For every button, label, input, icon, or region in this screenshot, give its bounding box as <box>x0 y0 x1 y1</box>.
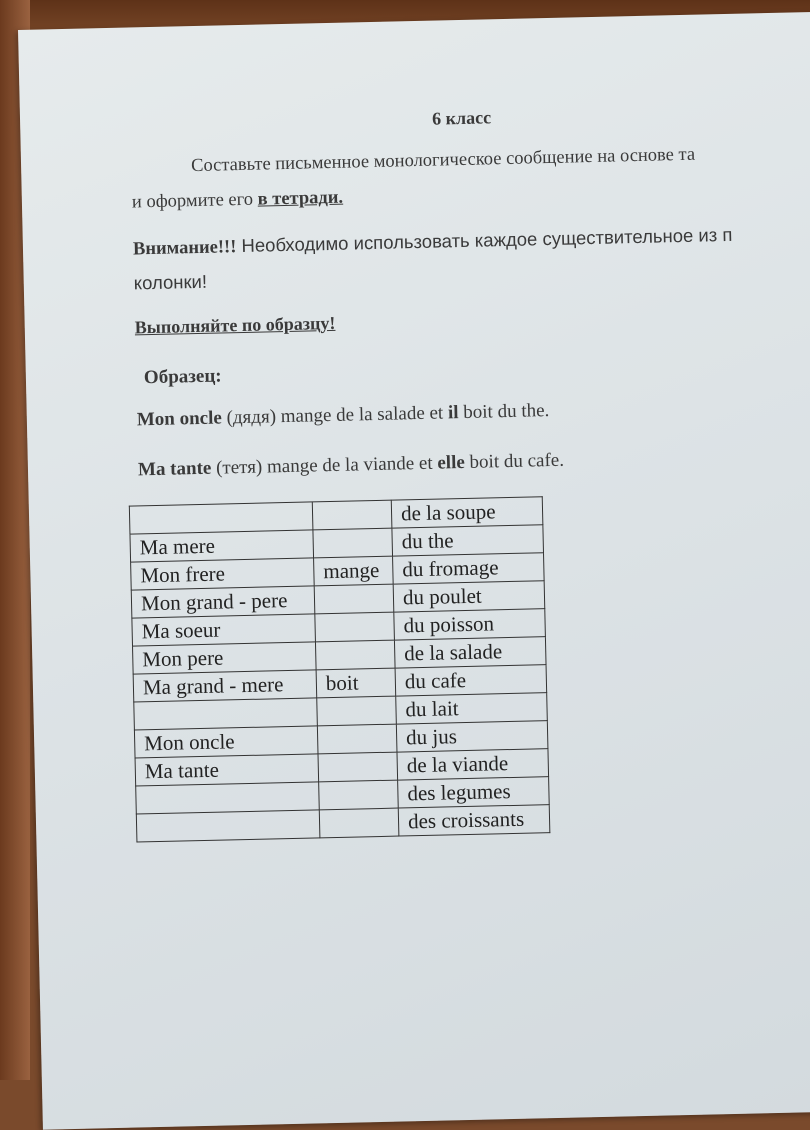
vocabulary-table-body <box>129 497 550 842</box>
food-cell: du poisson <box>394 609 546 640</box>
verb-cell <box>317 724 397 754</box>
sample-1-middle: (дядя) mange de la salade et <box>221 402 449 429</box>
sample-heading: Образец: <box>143 365 222 389</box>
grade-heading: 6 класс <box>431 107 492 129</box>
subject-cell: Mon oncle <box>134 726 318 758</box>
worksheet-paper <box>18 11 810 1130</box>
food-cell: du fromage <box>393 553 545 584</box>
subject-cell: Mon grand - pere <box>131 586 315 618</box>
verb-cell <box>312 500 392 530</box>
subject-cell <box>136 782 320 814</box>
sample-example-2 <box>138 450 564 482</box>
verb-cell <box>319 808 399 838</box>
verb-cell <box>317 696 397 726</box>
food-cell: du cafe <box>395 665 547 696</box>
attention-label: Внимание!!! <box>132 237 237 260</box>
sample-2-middle: (тетя) mange de la viande et <box>211 452 438 479</box>
sample-1-end: boit du the. <box>458 400 550 424</box>
do-by-sample-heading: Выполняйте по образцу! <box>134 312 336 338</box>
food-cell: de la viande <box>397 749 549 780</box>
subject-cell: Ma soeur <box>132 614 316 646</box>
subject-cell: Ma mere <box>130 530 314 562</box>
food-cell: du poulet <box>393 581 545 612</box>
subject-cell: Ma tante <box>135 754 319 786</box>
sample-2-subject: Ma tante <box>137 457 212 481</box>
food-cell: des croissants <box>398 805 550 836</box>
attention-line <box>133 224 733 261</box>
instruction-line-1: Составьте письменное монологическое сообщение на основе та <box>190 144 696 177</box>
subject-cell: Mon frere <box>131 558 315 590</box>
verb-cell: mange <box>314 556 394 586</box>
instruction-line-2-prefix: и оформите его <box>131 189 258 213</box>
subject-cell <box>136 810 320 842</box>
attention-text: Необходимо использовать каждое существительное из п <box>236 223 733 257</box>
subject-cell <box>134 698 318 730</box>
food-cell: du jus <box>396 721 548 752</box>
sample-example-1 <box>137 400 550 431</box>
verb-cell <box>315 640 395 670</box>
sample-1-pronoun: il <box>447 402 459 424</box>
subject-cell <box>129 502 313 534</box>
verb-cell <box>313 528 393 558</box>
subject-cell: Mon pere <box>133 642 317 674</box>
subject-cell: Ma grand - mere <box>133 670 317 702</box>
sample-2-pronoun: elle <box>437 451 466 474</box>
verb-cell <box>318 752 398 782</box>
sample-2-end: boit du cafe. <box>464 449 565 473</box>
verb-cell <box>319 780 399 810</box>
food-cell: de la salade <box>394 637 546 668</box>
sample-1-subject: Mon oncle <box>136 407 223 431</box>
food-cell: du the <box>392 525 544 556</box>
instruction-line-2 <box>132 188 344 214</box>
verb-cell: boit <box>316 668 396 698</box>
vocabulary-table <box>129 496 551 842</box>
food-cell: de la soupe <box>391 497 543 528</box>
instruction-notebook-emphasis: в тетради. <box>257 187 344 210</box>
attention-line-2: колонки! <box>133 270 208 294</box>
verb-cell <box>314 584 394 614</box>
verb-cell <box>315 612 395 642</box>
food-cell: du lait <box>396 693 548 724</box>
food-cell: des legumes <box>398 777 550 808</box>
